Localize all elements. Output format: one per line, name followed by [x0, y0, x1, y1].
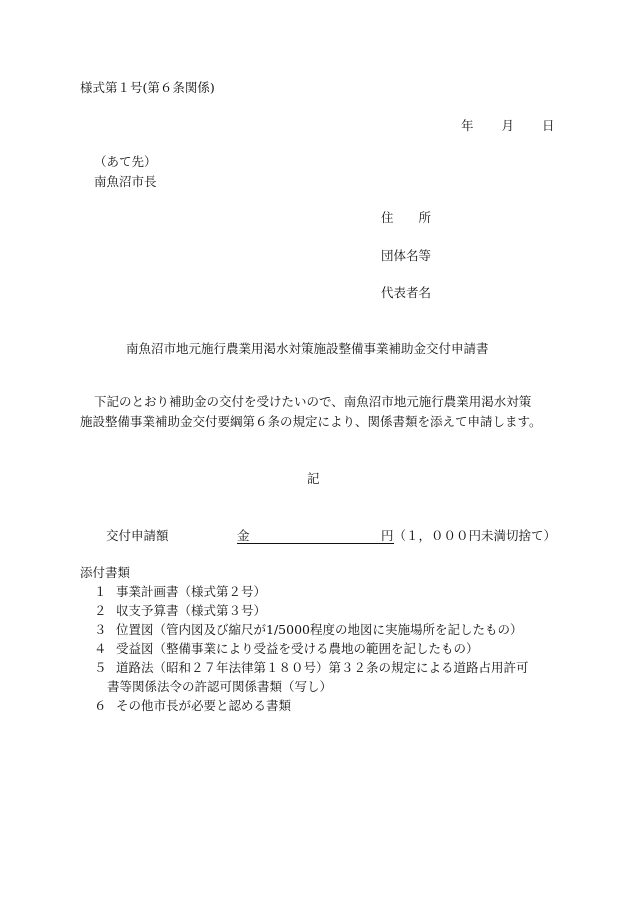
- attachment-number: ６: [94, 698, 107, 713]
- amount-label: 交付申請額: [106, 528, 169, 543]
- attachment-number: ２: [94, 603, 107, 618]
- date-month: 月: [501, 118, 515, 133]
- form-number: 様式第１号(第６条関係): [80, 80, 215, 95]
- body-line-1: 下記のとおり補助金の交付を受けたいので、南魚沼市地元施行農業用渇水対策: [94, 394, 532, 409]
- addressee-name: 南魚沼市長: [94, 174, 157, 189]
- applicant-organization-label: 団体名等: [381, 248, 432, 263]
- attachment-item: 事業計画書（様式第２号）: [116, 584, 267, 599]
- attachment-number: １: [94, 584, 107, 599]
- amount-yen-note: 円（１，０００円未満切捨て）: [381, 528, 557, 543]
- applicant-representative-label: 代表者名: [381, 285, 432, 300]
- date-line: [461, 120, 555, 133]
- document-title: 南魚沼市地元施行農業用渇水対策施設整備事業補助金交付申請書: [126, 341, 489, 356]
- attachment-number: ５: [94, 660, 107, 675]
- addressee-prefix: （あて先）: [94, 154, 157, 169]
- body-line-2: 施設整備事業補助金交付要綱第６条の規定により、関係書類を添えて申請します。: [80, 414, 542, 429]
- attachment-item: 受益図（整備事業により受益を受ける農地の範囲を記したもの）: [116, 641, 479, 656]
- attachments-heading: 添付書類: [80, 565, 131, 580]
- applicant-address-label: 住 所: [381, 210, 432, 225]
- attachment-number: ４: [94, 641, 107, 656]
- ki-heading: 記: [307, 471, 320, 486]
- attachment-item: その他市長が必要と認める書類: [116, 698, 292, 713]
- amount-underline: [237, 543, 394, 544]
- attachment-item-continuation: 書等関係法令の許認可関係書類（写し）: [107, 679, 333, 694]
- attachment-item: 道路法（昭和２７年法律第１８０号）第３２条の規定による道路占用許可: [116, 660, 529, 675]
- date-year: 年: [461, 118, 474, 133]
- date-day: 日: [542, 118, 555, 133]
- amount-kin: 金: [237, 528, 250, 543]
- attachment-item: 位置図（管内図及び縮尺が1/5000程度の地図に実施場所を記したもの）: [116, 622, 523, 637]
- attachment-item: 収支予算書（様式第３号）: [116, 603, 267, 618]
- attachment-number: ３: [94, 622, 107, 637]
